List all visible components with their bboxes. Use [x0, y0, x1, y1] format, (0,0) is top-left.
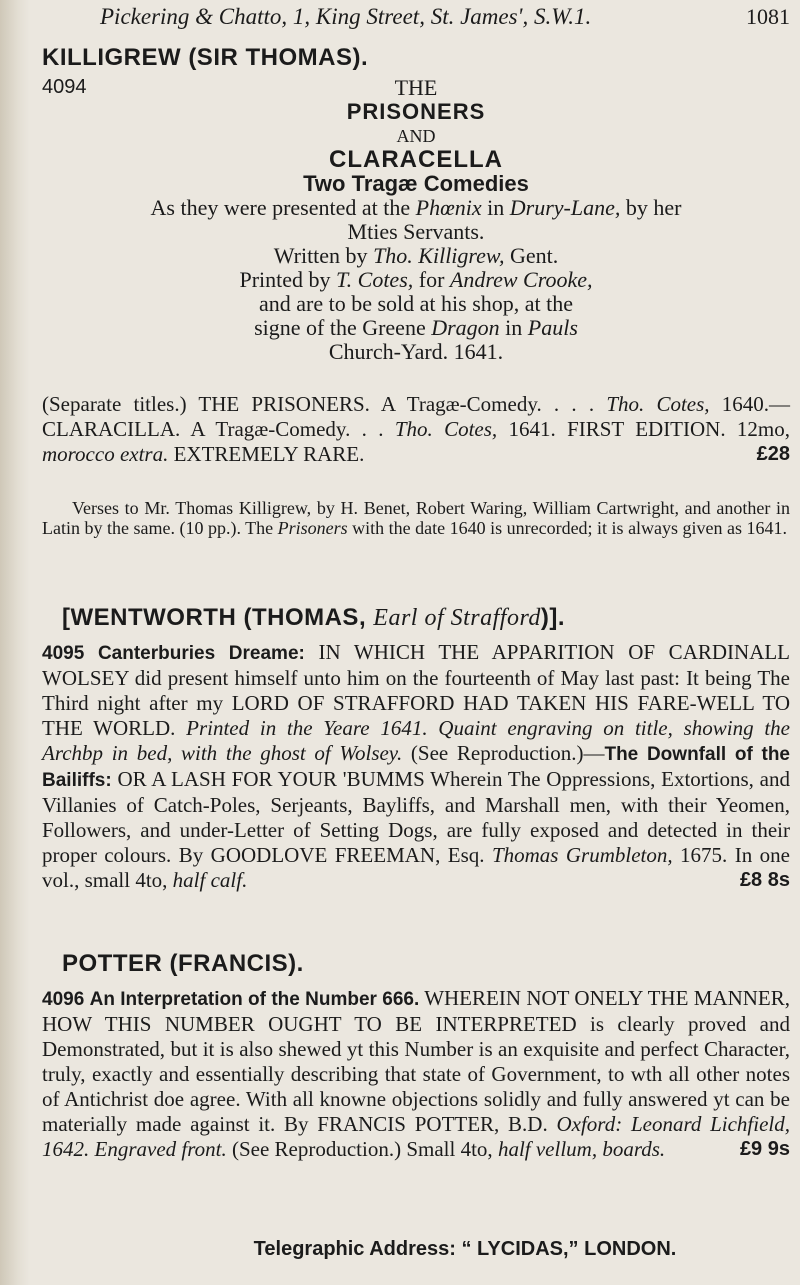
- lot-number-4096: 4096: [42, 989, 85, 1010]
- tp-line: Church-Yard. 1641.: [328, 339, 504, 364]
- entry-heading-killigrew: KILLIGREW (SIR THOMAS).: [42, 44, 369, 71]
- title-page-transcription: [42, 76, 790, 364]
- entry-note-killigrew: Verses to Mr. Thomas Killigrew, by H. Benet, Robert Waring, William Cartwright, and another in Latin by the same. (10 pp.). The Prisoners with the date 1640 is unrecorded; it is always given as 1641.: [42, 498, 790, 538]
- publisher-line: Pickering & Chatto, 1, King Street, St. James', S.W.1.: [100, 4, 592, 29]
- lot-number-4094: 4094: [42, 76, 87, 98]
- tp-line: CLARACELLA: [329, 146, 503, 173]
- entry-body-wentworth: 4095 Canterburies Dreame: IN WHICH THE APPARITION OF CARDINALL WOLSEY did present himself unto him on the fourteenth of May last past: It being The Third night after my LORD OF STRAFFORD HAD TAKEN HIS FARE-WELL TO THE WORLD. Printed in the Yeare 1641. Quaint engraving on title, showing the Archbp in bed, with the ghost of Wolsey. (See Reproduction.)—The Downfall of the Bailiffs: OR A LASH FOR YOUR 'BUMMS Wherein The Oppressions, Extortions, and Villanies of Catch-Poles, Serjeants, Bayliffs, and Marshall men, with their Yeomen, Followers, and under-Letter of Setting Dogs, are fully exposed and detected in their proper colours. By GOODLOVE FREEMAN, Esq. Thomas Grumbleton, 1675. In one vol., small 4to, half calf. £8 8s: [42, 640, 791, 892]
- telegraphic-address: Telegraphic Address: “ LYCIDAS,” LONDON.: [253, 1238, 677, 1260]
- tp-line: THE: [394, 75, 438, 100]
- price: £28: [756, 443, 790, 465]
- tp-line: and are to be sold at his shop, at the: [258, 291, 574, 316]
- page-number: 1081: [746, 4, 790, 29]
- entry-heading-wentworth: [WENTWORTH (THOMAS, Earl of Strafford)].: [62, 604, 566, 631]
- tp-line: Two Tragæ Comedies: [303, 171, 529, 196]
- entry-heading-potter: POTTER (FRANCIS).: [62, 950, 304, 977]
- tp-line: PRISONERS: [346, 99, 486, 124]
- tp-line: Printed by T. Cotes, for Andrew Crooke,: [239, 267, 593, 292]
- tp-line: AND: [396, 126, 436, 146]
- price: £8 8s: [739, 869, 790, 891]
- tp-line: signe of the Greene Dragon in Pauls: [254, 315, 578, 340]
- lot-number-4095: 4095: [42, 643, 85, 664]
- tp-line: Written by Tho. Killigrew, Gent.: [273, 243, 559, 268]
- price: £9 9s: [739, 1138, 790, 1160]
- running-header: [100, 4, 790, 30]
- tp-line: As they were presented at the Phœnix in Drury-Lane, by her: [150, 195, 682, 220]
- entry-body-potter: 4096 An Interpretation of the Number 666. WHEREIN NOT ONELY THE MANNER, HOW THIS NUMBER OUGHT TO BE INTERPRETED is clearly proved and Demonstrated, but it is also shewed yt this Number is an exquisite and perfect Character, truly, exactly and essentially describing that state of Government, to wth all other notes of Antichrist doe agree. With all knowne objections solidly and fully answered yt can be materially made against it. By FRANCIS POTTER, B.D. Oxford: Leonard Lichfield, 1642. Engraved front. (See Reproduction.) Small 4to, half vellum, boards. £9 9s: [42, 986, 790, 1161]
- page-edge-shadow: [0, 0, 30, 1285]
- tp-line: Mties Servants.: [347, 219, 485, 244]
- entry-description-killigrew: (Separate titles.) THE PRISONERS. A Tragæ-Comedy. . . . Tho. Cotes, 1640.—CLARACILLA. A Tragæ-Comedy. . . Tho. Cotes, 1641. FIRST EDITION. 12mo, morocco extra. EXTREMELY RARE. £28: [42, 392, 791, 466]
